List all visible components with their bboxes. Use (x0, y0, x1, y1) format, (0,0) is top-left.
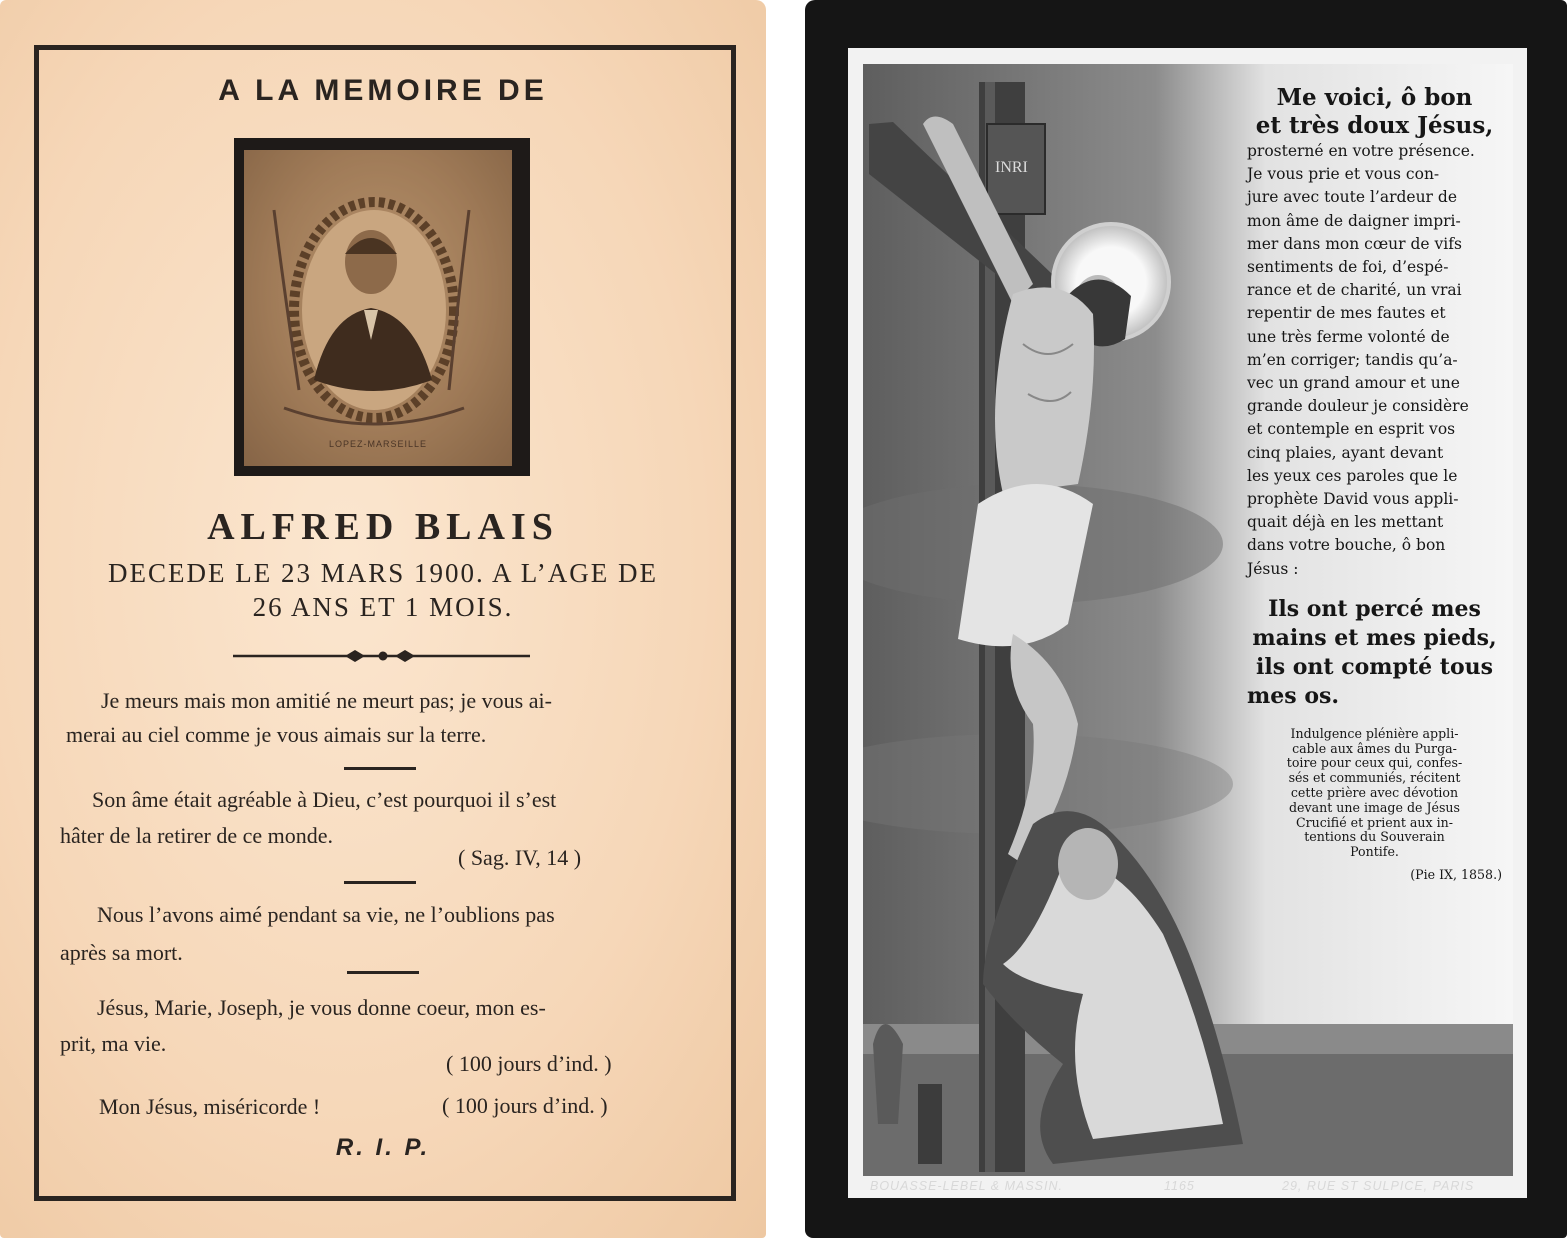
verse-5: Mon Jésus, miséricorde ! (99, 1094, 321, 1119)
indulgence-line: Indulgence plénière appli- (1290, 725, 1459, 741)
psalm-quote-line: mes os. (1247, 682, 1340, 709)
prayer-line: prosterné en votre présence. (1247, 142, 1475, 160)
divider-rule (344, 767, 416, 770)
prayer-line: repentir de mes fautes et (1247, 304, 1446, 323)
memorial-card-front (0, 0, 766, 1238)
portrait-photo (244, 150, 512, 466)
plate-number: 1165 (1164, 1179, 1195, 1193)
publisher-address: 29, RUE ST SULPICE, PARIS (1282, 1179, 1475, 1193)
photo-caption: LOPEZ-MARSEILLE (328, 439, 428, 449)
prayer-line: vec un grand amour et une (1247, 374, 1460, 393)
death-date-line: DECEDE LE 23 MARS 1900. A L’AGE DE (107, 558, 658, 588)
indulgence-line: devant une image de Jésus (1288, 799, 1461, 815)
memorial-card-back (805, 0, 1567, 1238)
prayer-line: rance et de charité, un vrai (1247, 281, 1462, 300)
prayer-intro-1: Me voici, ô bon (1276, 84, 1473, 111)
psalm-quote-line: ils ont compté tous (1255, 653, 1493, 680)
prayer-line: cinq plaies, ayant devant (1247, 443, 1444, 462)
divider-rule (344, 881, 416, 884)
indulgence-line: Pontife. (1350, 844, 1399, 860)
memorial-heading: A LA MEMOIRE DE (218, 74, 548, 107)
indulgence-citation: (Pie IX, 1858.) (1410, 867, 1502, 883)
prayer-line: les yeux ces paroles que le (1247, 466, 1458, 485)
publisher-footer (852, 1176, 1512, 1196)
divider-rule (347, 971, 419, 974)
publisher-name: BOUASSE-LEBEL & MASSIN. (870, 1179, 1063, 1193)
crucifixion-engraving (863, 64, 1513, 1176)
indulgence-line: cable aux âmes du Purga- (1292, 740, 1457, 756)
verse-5-reference: ( 100 jours d’ind. ) (442, 1093, 608, 1118)
verse-4-line-1: Jésus, Marie, Joseph, je vous donne coeur, mon es- (97, 995, 546, 1020)
verse-2-line-1: Son âme était agréable à Dieu, c’est pourquoi il s’est (92, 787, 557, 812)
prayer-text (1247, 84, 1502, 883)
verse-3-line-2: après sa mort. (60, 940, 183, 965)
indulgence-line: cette prière avec dévotion (1290, 785, 1459, 801)
devotional-image-panel (848, 48, 1527, 1198)
indulgence-line: toire pour ceux qui, confes- (1286, 755, 1463, 771)
verse-4-line-2: prit, ma vie. (60, 1031, 167, 1056)
prayer-line: dans votre bouche, ô bon (1247, 536, 1446, 555)
portrait-frame (234, 138, 530, 476)
prayer-line: mon âme de daigner impri- (1247, 211, 1461, 230)
psalm-quote-line: mains et mes pieds, (1252, 624, 1497, 651)
prayer-line: prophète David vous appli- (1247, 490, 1459, 509)
prayer-line: Jésus : (1247, 559, 1299, 578)
age-line: 26 ANS ET 1 MOIS. (252, 592, 514, 622)
prayer-line: m’en corriger; tandis qu’a- (1247, 350, 1458, 369)
prayer-line: et contemple en esprit vos (1247, 420, 1456, 439)
indulgence-line: sés et communiés, récitent (1288, 770, 1461, 786)
verse-3-line-1: Nous l’avons aimé pendant sa vie, ne l’oublions pas (97, 902, 555, 927)
prayer-intro-2: et très doux Jésus, (1255, 112, 1494, 139)
ornamental-divider (233, 646, 533, 666)
prayer-line: quait déjà en les mettant (1247, 513, 1444, 532)
prayer-line: grande douleur je considère (1247, 397, 1469, 416)
indulgence-line: tentions du Souverain (1304, 829, 1445, 845)
verse-2-reference: ( Sag. IV, 14 ) (458, 845, 582, 870)
verse-2-line-2: hâter de la retirer de ce monde. (60, 823, 334, 848)
prayer-line: Je vous prie et vous con- (1247, 165, 1440, 184)
deceased-name: ALFRED BLAIS (207, 506, 559, 548)
verse-4-reference: ( 100 jours d’ind. ) (446, 1051, 612, 1076)
psalm-quote-line: Ils ont percé mes (1268, 595, 1481, 622)
prayer-line: jure avec toute l’ardeur de (1247, 188, 1457, 207)
rip-closing: R. I. P. (335, 1134, 431, 1161)
verse-1-line-1: Je meurs mais mon amitié ne meurt pas; je vous ai- (101, 688, 552, 713)
verse-1-line-2: merai au ciel comme je vous aimais sur la terre. (66, 722, 487, 747)
inri-sign: INRI (995, 159, 1028, 176)
indulgence-line: Crucifié et prient aux in- (1295, 814, 1454, 830)
prayer-line: sentiments de foi, d’espé- (1247, 258, 1449, 277)
prayer-line: une très ferme volonté de (1247, 327, 1450, 346)
prayer-line: mer dans mon cœur de vifs (1247, 234, 1462, 253)
